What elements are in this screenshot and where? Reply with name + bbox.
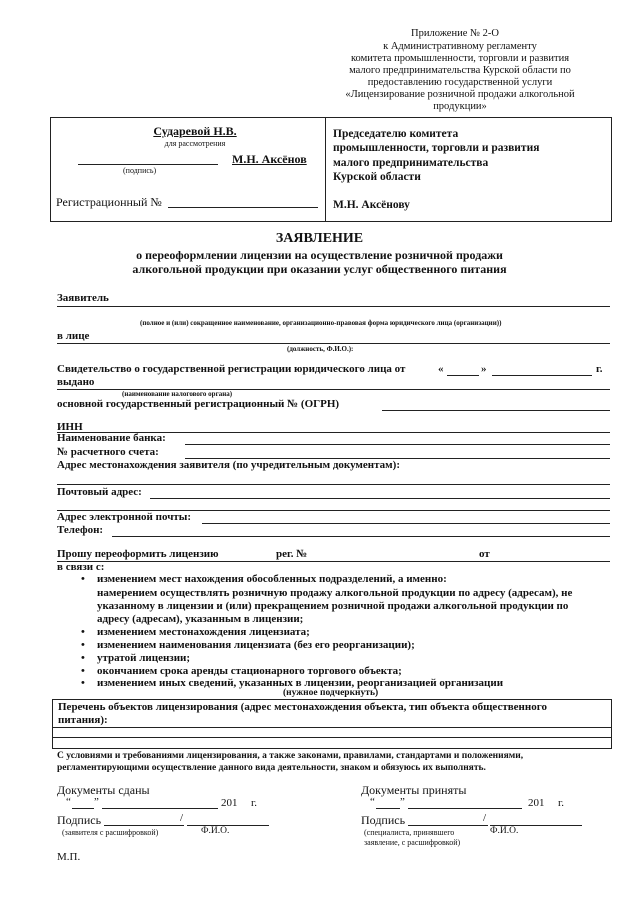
document-subtitle: о переоформлении лицензии на осуществление розничной продажи	[136, 248, 503, 262]
email-field[interactable]	[202, 523, 610, 524]
due-to-label: в связи с:	[57, 561, 105, 573]
signature-label: Подпись	[57, 813, 102, 827]
signature-caption: (подпись)	[123, 166, 157, 175]
person-label: в лице	[57, 330, 90, 342]
tax-caption: (наименование налогового органа)	[122, 390, 233, 398]
objects-label: питания):	[58, 714, 108, 726]
reason-item[interactable]: • утратой лицензии;	[97, 652, 190, 664]
appendix-line: малого предпринимательства Курской области по	[349, 65, 571, 76]
document-subtitle: алкогольной продукции при оказании услуг общественного питания	[132, 262, 507, 276]
signature-label: Подпись	[361, 813, 406, 827]
reason-item[interactable]: • окончанием срока аренды стационарного торгового объекта;	[97, 665, 402, 677]
bank-label: Наименование банка:	[57, 432, 166, 444]
slash: /	[180, 812, 184, 824]
addressee-line: Председателю комитета	[333, 128, 459, 140]
stamp-label: М.П.	[57, 851, 81, 863]
applicant-signature-field[interactable]	[104, 825, 184, 826]
accepted-year: 201	[528, 797, 545, 809]
reason-item[interactable]: • изменением местонахождения лицензиата;	[97, 626, 310, 638]
issued-label: выдано	[57, 376, 95, 388]
submitted-label: Документы сданы	[57, 783, 150, 797]
address-field[interactable]	[57, 484, 610, 485]
signer-name: М.Н. Аксёнов	[232, 152, 307, 166]
postal-label: Почтовый адрес:	[57, 486, 142, 498]
document-title: ЗАЯВЛЕНИЕ	[275, 231, 364, 246]
person-field[interactable]	[57, 343, 610, 344]
underline-note: (нужное подчеркнуть)	[283, 688, 379, 698]
signature-line	[78, 164, 218, 165]
addressee-name: М.Н. Аксёнову	[333, 199, 410, 211]
slash: /	[483, 812, 487, 824]
reg-number-line	[168, 207, 318, 208]
person-caption: (должность, Ф.И.О.):	[287, 345, 354, 353]
submitted-day-field[interactable]	[72, 808, 94, 809]
addressee-line: Курской области	[333, 171, 421, 183]
specialist-caption: заявление, с расшифровкой)	[364, 838, 461, 847]
account-label: № расчетного счета:	[57, 446, 159, 458]
recipient-name: Сударевой Н.В.	[153, 124, 237, 138]
addressee-line: малого предпринимательства	[333, 157, 489, 169]
agreement-text: С условиями и требованиями лицензирования, а также законами, правилами, стандартами и положениями,	[57, 751, 524, 761]
quote-open: «	[438, 363, 444, 375]
reason-item[interactable]: • изменением мест нахождения обособленных подразделений, а именно:	[97, 573, 447, 585]
appendix-line: «Лицензирование розничной продажи алкогольной	[345, 89, 575, 100]
applicant-field[interactable]	[57, 306, 610, 307]
accepted-label: Документы приняты	[361, 783, 467, 797]
reg-number-request: рег. №	[276, 548, 308, 560]
ogrn-label: основной государственный регистрационный № (ОГРН)	[57, 398, 340, 410]
phone-label: Телефон:	[57, 524, 104, 536]
quote-close: ”	[94, 796, 99, 808]
objects-row[interactable]	[52, 727, 611, 728]
appendix-line: Приложение № 2-О	[411, 28, 499, 39]
inn-label: ИНН	[57, 421, 83, 433]
fio-label: Ф.И.О.	[201, 826, 230, 836]
year-suffix: г.	[596, 363, 603, 375]
quote-close: ”	[400, 796, 405, 808]
from-label: от	[479, 548, 490, 560]
specialist-signature-field[interactable]	[408, 825, 488, 826]
accepted-day-field[interactable]	[376, 808, 400, 809]
appendix-line: к Административному регламенту	[383, 41, 537, 52]
reg-number-label: Регистрационный №	[56, 195, 162, 209]
bank-field[interactable]	[185, 444, 610, 445]
fio-label: Ф.И.О.	[490, 826, 519, 836]
objects-label: Перечень объектов лицензирования (адрес местонахождения объекта, тип объекта общественного	[58, 701, 547, 713]
request-field[interactable]	[57, 561, 610, 562]
submitted-year: 201	[221, 797, 238, 809]
certificate-day-field[interactable]	[447, 375, 479, 376]
accepted-year-suffix: г.	[558, 797, 565, 809]
applicant-label: Заявитель	[57, 292, 109, 304]
reason-detail: намерением осуществлять розничную продажу алкогольной продукции по адресу (адресам), не	[97, 587, 573, 599]
appendix-line: продукции»	[433, 101, 487, 112]
applicant-caption: (полное и (или) сокращенное наименование, организационно-правовая форма юридического лица (организации))	[140, 319, 502, 327]
phone-field[interactable]	[112, 536, 610, 537]
reason-detail: указанному в лицензии и (или) прекращением розничной продажи алкогольной продукции по	[97, 600, 569, 612]
submitted-month-field[interactable]	[102, 808, 218, 809]
agreement-text: регламентирующими осуществление данного вида деятельности, знаком и обязуюсь их выполнять.	[57, 763, 486, 773]
certificate-label: Свидетельство о государственной регистрации юридического лица от	[57, 363, 406, 375]
reason-item[interactable]: • изменением иных сведений, указанных в лицензии, реорганизацией организации	[97, 677, 503, 689]
quote-close: »	[481, 363, 487, 375]
email-label: Адрес электронной почты:	[57, 511, 192, 523]
objects-row[interactable]	[52, 737, 611, 738]
reason-item[interactable]: • изменением наименования лицензиата (без его реорганизации);	[97, 639, 415, 651]
appendix-line: предоставлению государственной услуги	[367, 77, 553, 88]
ogrn-field[interactable]	[382, 410, 610, 411]
appendix-line: комитета промышленности, торговли и развития	[350, 53, 570, 64]
postal-field[interactable]	[150, 498, 610, 499]
header-divider	[325, 117, 326, 221]
specialist-caption: (специалиста, принявшего	[364, 828, 455, 837]
request-label: Прошу переоформить лицензию	[57, 548, 219, 560]
quote-open: “	[66, 796, 71, 808]
accepted-month-field[interactable]	[408, 808, 522, 809]
submitted-year-suffix: г.	[251, 797, 258, 809]
certificate-date-field[interactable]	[492, 375, 592, 376]
addressee-line: промышленности, торговли и развития	[333, 142, 540, 154]
for-review-label: для рассмотрения	[164, 139, 226, 148]
address-label: Адрес местонахождения заявителя (по учредительным документам):	[57, 459, 401, 471]
applicant-caption: (заявителя с расшифровкой)	[62, 828, 159, 837]
quote-open: “	[370, 796, 375, 808]
reason-detail: адресу (адресам), указанным в лицензии;	[97, 613, 304, 625]
